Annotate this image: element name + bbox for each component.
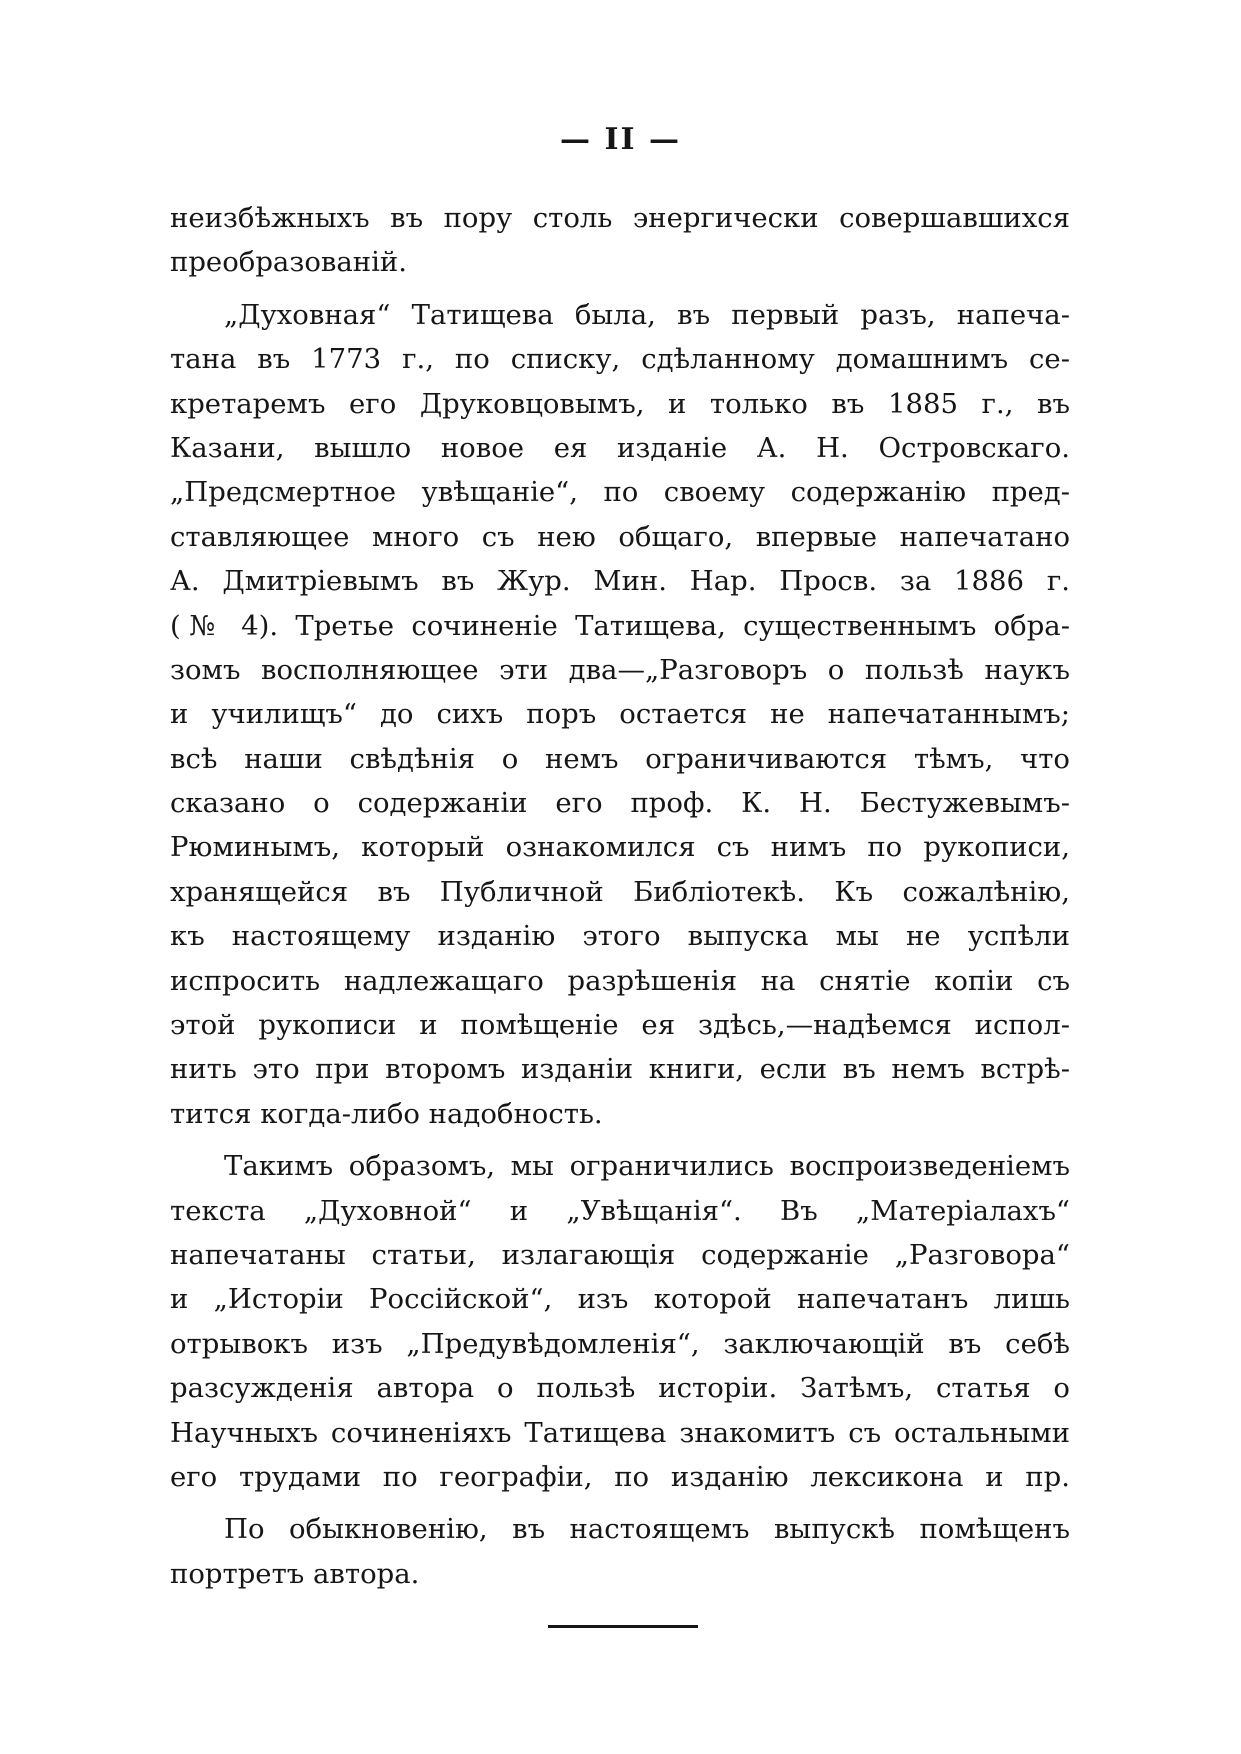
text-line: испросить надлежащаго разрѣшенія на снятіе копіи съ <box>170 964 1070 997</box>
text-line: тана въ 1773 г., по списку, сдѣланному домашнимъ се- <box>170 343 1070 376</box>
page-number: — II — <box>560 122 681 157</box>
text-line: По обыкновенію, въ настоящемъ выпускѣ помѣщенъ <box>224 1513 1070 1546</box>
text-line: „Предсмертное увѣщаніе“, по своему содержанію пред- <box>170 476 1070 509</box>
text-line: А. Дмитріевымъ въ Жур. Мин. Нар. Просв. за 1886 г. <box>170 565 1070 598</box>
text-line: Такимъ образомъ, мы ограничились воспроизведеніемъ <box>224 1150 1070 1183</box>
text-line: преобразованій. <box>170 246 407 279</box>
text-line: разсужденія автора о пользѣ исторіи. Затѣмъ, статья о <box>170 1372 1070 1405</box>
text-line: неизбѣжныхъ въ пору столь энергически совершавшихся <box>170 202 1070 234</box>
paragraph-3 <box>170 1144 1070 1499</box>
text-line: Научныхъ сочиненіяхъ Татищева знакомитъ съ остальными <box>170 1416 1070 1449</box>
text-line: портретъ автора. <box>170 1557 420 1590</box>
text-line: и училищъ“ до сихъ поръ остается не напечатаннымъ; <box>170 698 1070 731</box>
text-line: (№ 4). Третье сочиненіе Татищева, существеннымъ обра- <box>170 609 1070 642</box>
text-line: Рюминымъ, который ознакомился съ нимъ по рукописи, <box>170 831 1070 864</box>
text-line: кретаремъ его Друковцовымъ, и только въ 1885 г., въ <box>170 387 1070 420</box>
text-line: хранящейся въ Публичной Библіотекѣ. Къ сожалѣнію, <box>170 875 1070 908</box>
text-line: этой рукописи и помѣщеніе ея здѣсь,—надѣемся испол- <box>170 1009 1070 1042</box>
text-line: ставляющее много съ нею общаго, впервые напечатано <box>170 520 1070 553</box>
text-line: сказано о содержаніи его проф. К. Н. Бестужевымъ- <box>170 787 1070 820</box>
text-line: текста „Духовной“ и „Увѣщанія“. Въ „Матеріалахъ“ <box>170 1194 1070 1227</box>
closing-rule <box>548 1625 698 1628</box>
text-line: Казани, вышло новое ея изданіе А. Н. Островскаго. <box>170 431 1070 464</box>
text-line: „Духовная“ Татищева была, въ первый разъ, напеча- <box>224 298 1070 331</box>
text-line: къ настоящему изданію этого выпуска мы не успѣли <box>170 920 1070 953</box>
paragraph-4 <box>170 1507 1070 1596</box>
text-line: напечатаны статьи, излагающія содержаніе „Разговора“ <box>170 1238 1070 1271</box>
text-line: нить это при второмъ изданіи книги, если въ немъ встрѣ- <box>170 1053 1070 1086</box>
text-line: и „Исторіи Россійской“, изъ которой напечатанъ лишь <box>170 1283 1070 1316</box>
text-line: зомъ восполняющее эти два—„Разговоръ о пользѣ наукъ <box>170 653 1070 686</box>
text-line: всѣ наши свѣдѣнія о немъ ограничиваются тѣмъ, что <box>170 742 1070 775</box>
text-line: отрывокъ изъ „Предувѣдомленія“, заключающій въ себѣ <box>170 1327 1070 1360</box>
paragraph-1 <box>170 196 1070 285</box>
text-line: его трудами по географіи, по изданію лексикона и пр. <box>170 1460 1070 1493</box>
body-text <box>170 196 1070 1596</box>
paragraph-2 <box>170 293 1070 1136</box>
text-line: тится когда-либо надобность. <box>170 1097 603 1130</box>
